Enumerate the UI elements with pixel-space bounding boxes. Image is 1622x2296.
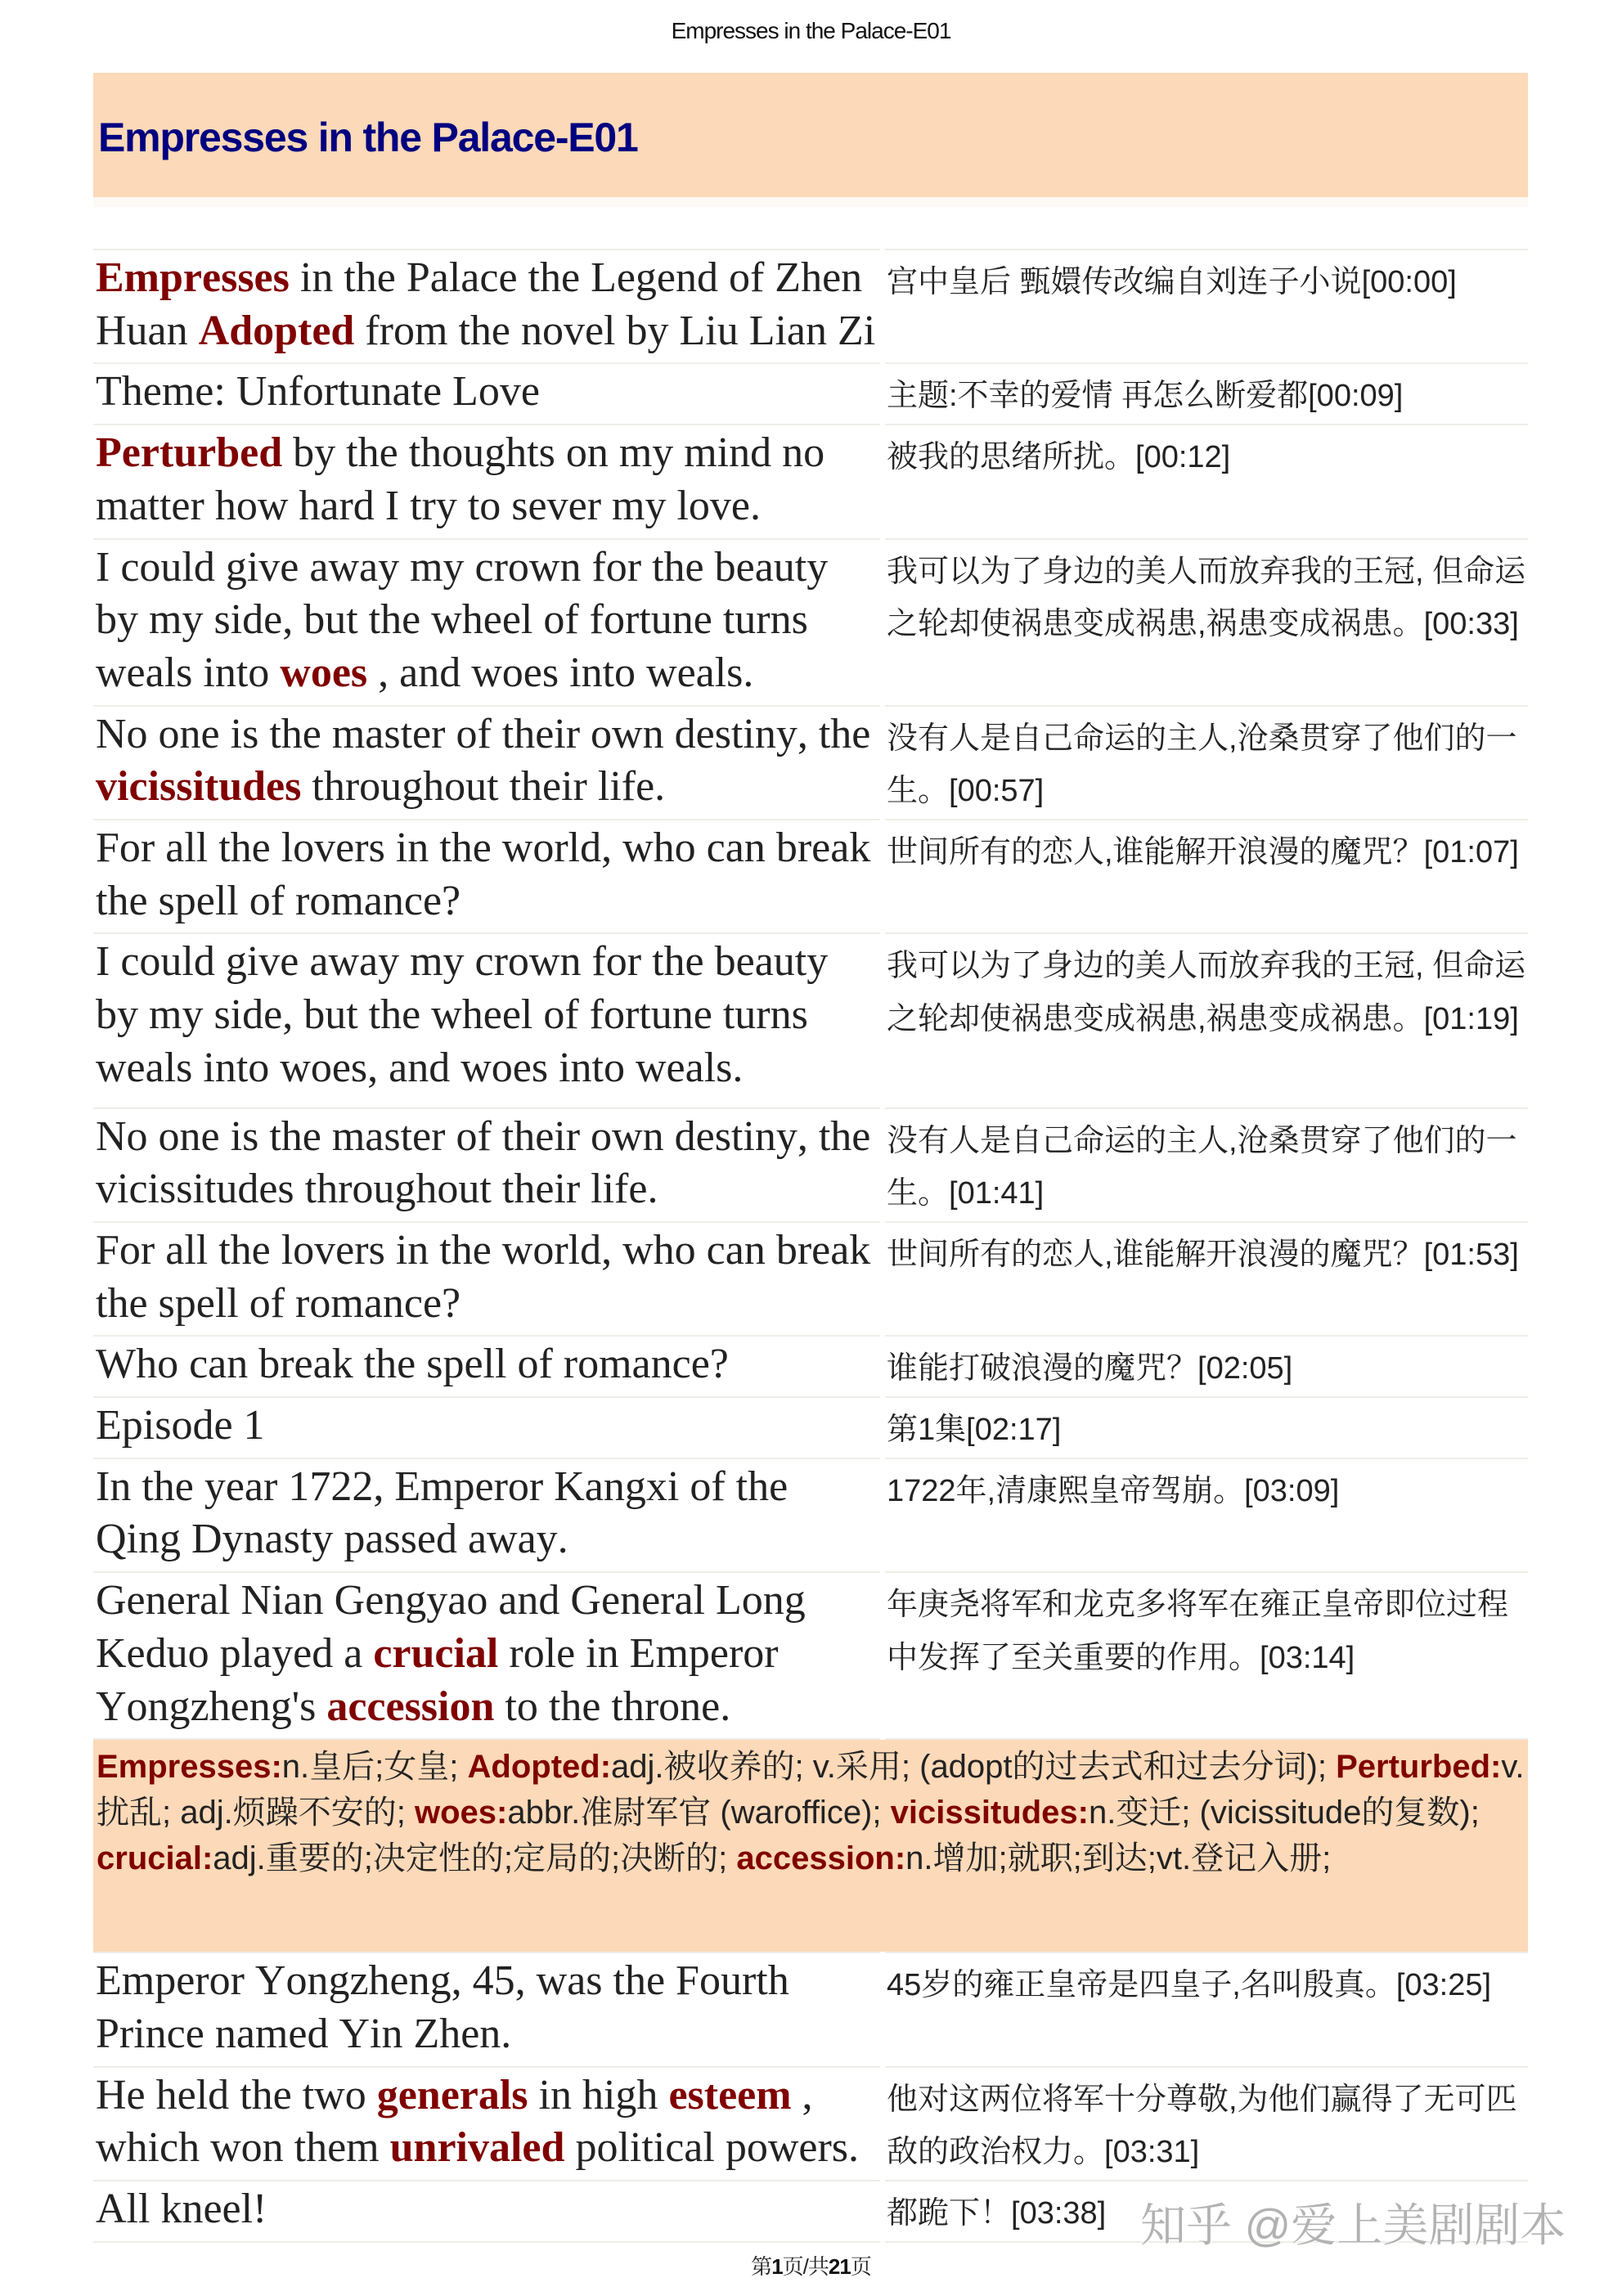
chinese-text: 世间所有的恋人,谁能解开浪漫的魔咒？ (887, 1237, 1424, 1272)
english-cell (93, 424, 880, 537)
chinese-text: 谁能打破浪漫的魔咒？ (887, 1351, 1198, 1386)
english-cell (93, 705, 880, 819)
english-text: I could give away my crown for the beauty by my side, but the wheel of fortune turns weals into (96, 543, 829, 696)
english-text: by the thoughts on my mind no matter how hard I try to sever my love. (96, 429, 825, 529)
english-cell (93, 2066, 880, 2180)
english-cell (93, 1108, 880, 1221)
subtitle-row (93, 705, 1528, 819)
english-cell (93, 932, 880, 1107)
page-content (93, 73, 1528, 2243)
chinese-cell (885, 1221, 1528, 1335)
english-text: , which won them (96, 2071, 813, 2172)
total-pages: 21 (828, 2254, 851, 2279)
subtitle-row (93, 538, 1528, 705)
chinese-text: 都跪下！ (887, 2196, 1012, 2231)
english-text: Who can break the spell of romance? (96, 1341, 729, 1388)
chinese-text: 我可以为了身边的美人而放弃我的王冠, 但命运之轮却使祸患变成祸患,祸患变成祸患。 (887, 554, 1526, 642)
vocab-highlight: vicissitudes (96, 763, 302, 811)
vocab-highlight: unrivaled (389, 2124, 565, 2172)
english-cell (93, 1571, 880, 1740)
english-text: For all the lovers in the world, who can break the spell of romance? (96, 1226, 871, 1327)
page-number-prefix: 第 (751, 2254, 772, 2279)
vocab-definition: abbr.准尉军官 (waroffice); (507, 1795, 882, 1831)
vocab-definition: adj.重要的;决定性的;定局的;决断的; (213, 1840, 728, 1877)
chinese-text: 主题:不幸的爱情 再怎么断爱都 (887, 379, 1309, 414)
current-page: 1 (771, 2254, 783, 2279)
subtitle-row (93, 932, 1528, 1107)
chinese-text: 年庚尧将军和龙克多将军在雍正皇帝即位过程中发挥了至关重要的作用。 (887, 1588, 1509, 1675)
vocab-highlight: generals (376, 2071, 528, 2119)
vocab-word: woes: (414, 1795, 508, 1831)
title-band-shadow (93, 197, 1528, 207)
subtitle-row (93, 1458, 1528, 1571)
timestamp: [01:53] (1423, 1237, 1519, 1272)
timestamp: [00:00] (1361, 265, 1457, 299)
english-text: General Nian Gengyao and General Long Keduo played a (96, 1577, 806, 1677)
vocab-highlight: crucial (373, 1629, 499, 1677)
page-number-middle: 页/共 (782, 2254, 829, 2279)
chinese-text: 没有人是自己命运的主人,沧桑贯穿了他们的一生。 (887, 1123, 1517, 1211)
english-cell (93, 1335, 880, 1396)
chinese-cell (885, 1952, 1528, 2065)
english-text: from the novel by Liu Lian Zi (354, 307, 876, 354)
subtitle-row (93, 424, 1528, 537)
vocab-definition: v.扰乱; adj.烦躁不安的; (97, 1749, 1525, 1831)
watermark: 知乎 @爱上美剧剧本 (1140, 2199, 1566, 2251)
vocab-highlight: woes (280, 649, 368, 696)
english-cell (93, 1221, 880, 1335)
vocab-word: accession: (736, 1840, 906, 1877)
vocab-highlight: accession (326, 1683, 495, 1730)
timestamp: [02:05] (1197, 1351, 1293, 1386)
subtitle-table (93, 249, 1528, 1740)
vocab-highlight: Adopted (198, 307, 355, 354)
timestamp: [03:38] (1011, 2196, 1107, 2231)
english-text: Episode 1 (96, 1402, 265, 1449)
english-text: No one is the master of their own destiny, the (96, 710, 871, 757)
vocab-word: Perturbed: (1336, 1749, 1502, 1786)
chinese-cell (885, 1458, 1528, 1571)
chinese-cell (885, 1571, 1528, 1740)
timestamp: [02:17] (966, 1413, 1062, 1448)
chinese-cell (885, 819, 1528, 932)
page-number-suffix: 页 (850, 2254, 871, 2279)
english-text: For all the lovers in the world, who can break the spell of romance? (96, 824, 871, 924)
timestamp: [03:31] (1104, 2135, 1200, 2170)
vocab-word: vicissitudes: (890, 1795, 1089, 1831)
subtitle-row (93, 249, 1528, 362)
chinese-cell (885, 1108, 1528, 1221)
chinese-cell (885, 932, 1528, 1107)
english-cell (93, 538, 880, 705)
english-cell (93, 819, 880, 932)
subtitle-row (93, 819, 1528, 932)
english-text: role in Emperor Yongzheng's (96, 1629, 779, 1730)
vocab-word: Empresses: (97, 1749, 282, 1786)
vocabulary-box (93, 1740, 1528, 1952)
chinese-cell (885, 424, 1528, 537)
subtitle-row (93, 1108, 1528, 1221)
subtitle-row (93, 1952, 1528, 2065)
vocab-word: crucial: (97, 1840, 213, 1877)
english-cell (93, 249, 880, 362)
chinese-cell (885, 2066, 1528, 2180)
timestamp: [00:57] (949, 774, 1045, 809)
timestamp: [01:41] (949, 1176, 1045, 1211)
vocab-highlight: Empresses (96, 254, 290, 301)
subtitle-row (93, 1221, 1528, 1335)
vocab-highlight: Perturbed (96, 429, 283, 477)
chinese-cell (885, 538, 1528, 705)
subtitle-row (93, 362, 1528, 424)
english-text: political powers. (564, 2124, 860, 2172)
english-text: in high (528, 2071, 669, 2119)
subtitle-row (93, 2066, 1528, 2180)
english-text: throughout their life. (301, 763, 666, 811)
page-title: Empresses in the Palace-E01 (98, 115, 638, 160)
english-text: to the throne. (494, 1683, 731, 1730)
chinese-text: 1722年,清康熙皇帝驾崩。 (887, 1473, 1245, 1508)
chinese-cell (885, 705, 1528, 819)
english-cell (93, 1952, 880, 2065)
chinese-cell (885, 1396, 1528, 1458)
vocab-highlight: esteem (668, 2071, 792, 2119)
chinese-text: 第1集 (887, 1413, 967, 1448)
english-text: Theme: Unfortunate Love (96, 368, 540, 416)
chinese-cell (885, 1335, 1528, 1396)
timestamp: [00:33] (1423, 607, 1519, 642)
chinese-cell (885, 249, 1528, 362)
chinese-text: 宫中皇后 甄嬛传改编自刘连子小说 (887, 265, 1362, 299)
vocab-definition: adj.被收养的; v.采用; (adopt的过去式和过去分词); (611, 1749, 1327, 1786)
vocab-word: Adopted: (467, 1749, 612, 1786)
english-cell (93, 1396, 880, 1458)
vocab-definition: n.皇后;女皇; (281, 1749, 459, 1786)
chinese-text: 45岁的雍正皇帝是四皇子,名叫殷真。 (887, 1968, 1396, 2003)
timestamp: [03:09] (1244, 1473, 1340, 1508)
chinese-text: 他对这两位将军十分尊敬,为他们赢得了无可匹敌的政治权力。 (887, 2082, 1517, 2170)
chinese-cell (885, 362, 1528, 424)
english-text: In the year 1722, Emperor Kangxi of the Qing Dynasty passed away. (96, 1463, 789, 1563)
english-text: All kneel! (96, 2186, 267, 2233)
timestamp: [00:12] (1135, 440, 1231, 475)
english-text: He held the two (96, 2071, 377, 2119)
vocab-definition: n.增加;就职;到达;vt.登记入册; (905, 1840, 1332, 1877)
english-cell (93, 362, 880, 424)
subtitle-row (93, 1335, 1528, 1396)
english-text: Emperor Yongzheng, 45, was the Fourth Prince named Yin Zhen. (96, 1957, 789, 2057)
english-text: No one is the master of their own destiny, the vicissitudes throughout their life. (96, 1112, 871, 1213)
timestamp: [01:19] (1423, 1002, 1519, 1037)
timestamp: [01:07] (1423, 835, 1519, 870)
chinese-text: 世间所有的恋人,谁能解开浪漫的魔咒？ (887, 835, 1424, 870)
english-cell (93, 2180, 880, 2243)
vocab-definition: n.变迁; (vicissitude的复数); (1088, 1795, 1480, 1831)
page-number (0, 2250, 1622, 2280)
timestamp: [03:14] (1260, 1640, 1355, 1675)
chinese-text: 被我的思绪所扰。 (887, 440, 1136, 475)
running-header: Empresses in the Palace-E01 (671, 18, 951, 43)
english-text: I could give away my crown for the beauty by my side, but the wheel of fortune turns weals into woes, and woes into weals. (96, 938, 829, 1091)
chinese-text: 没有人是自己命运的主人,沧桑贯穿了他们的一生。 (887, 721, 1517, 809)
title-band (93, 73, 1528, 197)
subtitle-row (93, 1396, 1528, 1458)
chinese-text: 我可以为了身边的美人而放弃我的王冠, 但命运之轮却使祸患变成祸患,祸患变成祸患。 (887, 949, 1526, 1037)
english-text: in the Palace the Legend of Zhen Huan (96, 254, 863, 354)
timestamp: [03:25] (1395, 1968, 1492, 2003)
timestamp: [00:09] (1308, 379, 1404, 414)
english-cell (93, 1458, 880, 1571)
subtitle-row (93, 1571, 1528, 1740)
english-text: , and woes into weals. (367, 649, 754, 696)
